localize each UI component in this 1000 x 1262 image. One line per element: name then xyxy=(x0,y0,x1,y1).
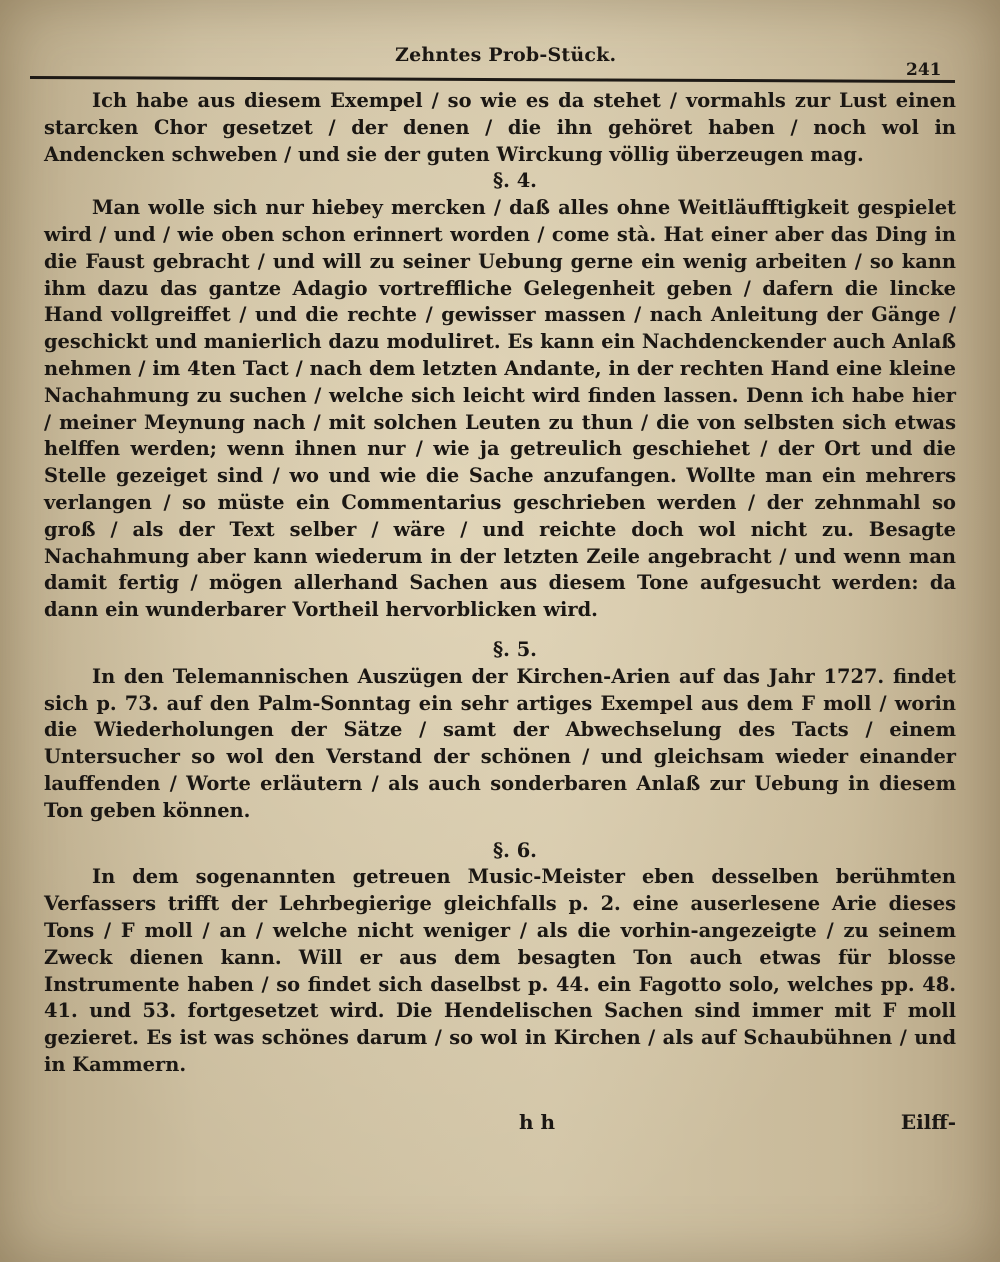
paragraph-section-6: In dem sogenannten getreuen Music-Meister eben desselben berühmten Verfassers trifft der Lehrbegierige gleichfalls p. 2. eine auserlesene Arie dieses Tons / F moll / an / welche nicht weniger / als die vorhin-angezeigte / zu seinem Zweck dienen kann. Will er aus dem besagten Ton auch etwas für blosse Instrumente haben / so findet sich daselbst p. 44. ein Fagotto solo, welches pp. 48. 41. und 53. fortgesetzet wird. Die Hendelischen Sachen sind immer mit F moll gezieret. Es ist was schönes darum / so wol in Kirchen / als auf Schaubühnen / und in Kammern. xyxy=(44,865,956,1076)
catchword: Eilff- xyxy=(900,1110,956,1134)
paragraph-intro: Ich habe aus diesem Exempel / so wie es da stehet / vormahls zur Lust einen starcken Chor gesetzet / der denen / die ihn gehöret haben / noch wol in Andencken schweben / und sie der guten Wirckung völlig überzeugen mag. xyxy=(44,89,956,166)
header-rule xyxy=(30,76,955,83)
page-footer xyxy=(44,1110,956,1140)
section-mark-6: §. 6. xyxy=(493,838,537,862)
section-mark-4: §. 4. xyxy=(493,169,537,193)
paragraph-section-4: Man wolle sich nur hiebey mercken / daß alles ohne Weitläufftigkeit gespielet wird / und / wie oben schon erinnert worden / come stà. Hat einer aber das Ding in die Faust gebracht / und will zu seiner Uebung gerne ein wenig arbeiten / so kann ihm dazu das gantze Adagio vortreffliche Gelegenheit geben / dafern die lincke Hand vollgreiffet / und die rechte / gewisser massen / nach Anleitung der Gänge / geschickt und manierlich dazu moduliret. Es kann ein Nachdenckender auch Anlaß nehmen / im 4ten Tact / nach dem letzten Andante, in der rechten Hand eine kleine Nachahmung zu suchen / welche sich leicht wird finden lassen. Denn ich habe hier / meiner Meynung nach / mit solchen Leuten zu thun / die von selbsten sich etwas helffen werden; wenn ihnen nur / wie ja getreulich geschiehet / der Ort und die Stelle gezeiget sind / wo und wie die Sache anzufangen. Wollte man ein mehrers verlangen / so müste ein Commentarius geschrieben werden / der zehnmahl so groß / als der Text selber / wäre / und reichte doch wol nicht zu. Besagte Nachahmung aber kann wiederum in der letzten Zeile angebracht / und wenn man damit fertig / mögen allerhand Sachen aus diesem Tone aufgesucht werden: da dann ein wunderbarer Vortheil hervorblicken wird. xyxy=(44,196,956,622)
paragraph-section-5: In den Telemannischen Auszügen der Kirchen-Arien auf das Jahr 1727. findet sich p. 73. auf den Palm-Sonntag ein sehr artiges Exempel aus dem F moll / worin die Wiederholungen der Sätze / samt der Abwechselung des Tacts / einem Untersucher so wol den Verstand der schönen / und gleichsam wieder einander lauffenden / Worte erläutern / als auch sonderbaren Anlaß zur Uebung in diesem Ton geben können. xyxy=(44,664,956,822)
body-text xyxy=(44,88,956,1079)
running-head: Zehntes Prob-Stück. xyxy=(395,44,617,66)
section-spacer xyxy=(44,624,956,637)
section-spacer xyxy=(44,825,956,838)
section-mark-5: §. 5. xyxy=(493,637,537,661)
page-number: 241 xyxy=(906,60,942,80)
signature-mark: h h xyxy=(519,1110,556,1134)
